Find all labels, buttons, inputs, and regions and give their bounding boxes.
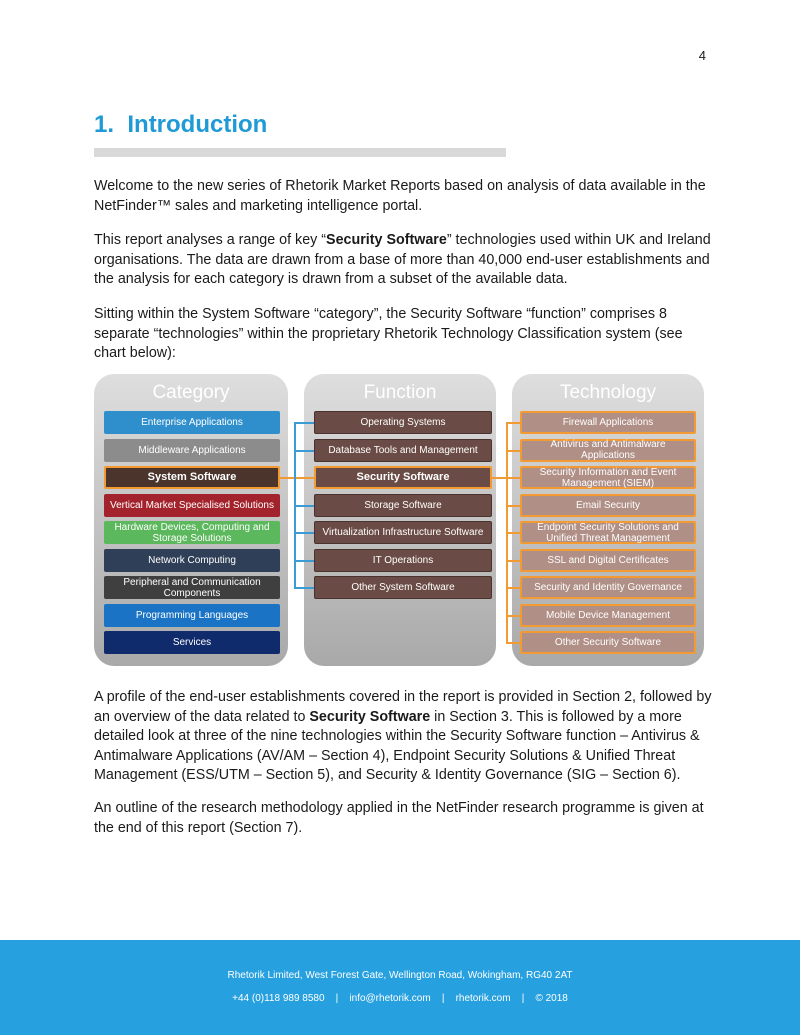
connector-line [294, 505, 314, 507]
connector-line [506, 587, 520, 589]
technology-box: Antivirus and Antimalware Applications [520, 439, 696, 462]
category-panel [94, 374, 288, 666]
connector-line [294, 587, 314, 589]
section-title-text: Introduction [127, 111, 268, 138]
footer [0, 940, 800, 1035]
text-span: This report analyses a range of key “ [94, 232, 327, 248]
function-panel [304, 374, 496, 666]
connector-line [506, 450, 520, 452]
function-box: Security Software [314, 466, 492, 489]
technology-box: Email Security [520, 494, 696, 517]
footer-separator: | [441, 993, 445, 1004]
category-box: Middleware Applications [104, 439, 280, 462]
connector-line [506, 560, 520, 562]
title-rule [94, 148, 506, 157]
connector-line [506, 477, 520, 479]
connector-line [506, 422, 520, 424]
technology-box: Security and Identity Governance [520, 576, 696, 599]
footer-email-link[interactable]: info@rhetorik.com [349, 993, 431, 1004]
function-box: Virtualization Infrastructure Software [314, 521, 492, 544]
section-title [94, 111, 267, 139]
footer-address: Rhetorik Limited, West Forest Gate, Wellington Road, Wokingham, RG40 2AT [227, 970, 573, 981]
function-box: Other System Software [314, 576, 492, 599]
bold-term: Security Software [309, 708, 431, 725]
category-box: Programming Languages [104, 604, 280, 627]
category-title: Category [152, 382, 230, 403]
function-box: IT Operations [314, 549, 492, 572]
connector-line [506, 505, 520, 507]
connector-line [294, 560, 314, 562]
connector-line [506, 532, 520, 534]
function-box: Operating Systems [314, 411, 492, 434]
connector-line [506, 642, 520, 644]
paragraph-methodology: An outline of the research methodology applied in the NetFinder research programme is given at the end of this report (Section 7). [94, 800, 704, 836]
paragraph-scope [94, 231, 714, 290]
text-span: in Section 3. This is followed by a more detailed look at three of the nine technologies within the Security Software function – Antivirus & Antimalware Applications (AV/AM – Section 4), Endpoint Security Solutions & Unified Threat Management (ESS/UTM – Section 5), and Security & Identity Governance (SIG – Section 6). [94, 708, 700, 783]
technology-box: Other Security Software [520, 631, 696, 654]
connector-line [280, 477, 314, 479]
footer-contacts [0, 993, 800, 1004]
footer-website-link[interactable]: rhetorik.com [455, 993, 511, 1004]
technology-box: Security Information and Event Management (SIEM) [520, 466, 696, 489]
connector-line [506, 615, 520, 617]
technology-panel [512, 374, 704, 666]
category-box: Peripheral and Communication Components [104, 576, 280, 599]
technology-title: Technology [559, 382, 657, 403]
connector-line [294, 532, 314, 534]
category-box: Vertical Market Specialised Solutions [104, 494, 280, 517]
technology-box: Endpoint Security Solutions and Unified Threat Management [520, 521, 696, 544]
footer-separator: | [335, 993, 339, 1004]
category-box: Enterprise Applications [104, 411, 280, 434]
category-box: Network Computing [104, 549, 280, 572]
connector-line [294, 422, 314, 424]
function-box: Storage Software [314, 494, 492, 517]
connector-line [492, 477, 506, 479]
text-span: ” technologies used within UK and Ireland organisations. The data are drawn from a base of more than 40,000 end-user establishments and the analysis for each category is drawn from a subset of the available data. [94, 232, 711, 287]
footer-separator: | [521, 993, 525, 1004]
classification-diagram [94, 374, 706, 668]
footer-phone: +44 (0)118 989 8580 [232, 993, 325, 1004]
technology-box: SSL and Digital Certificates [520, 549, 696, 572]
paragraph-welcome: Welcome to the new series of Rhetorik Market Reports based on analysis of data available in the NetFinder™ sales and marketing intelligence portal. [94, 178, 706, 214]
bold-term: Security Software [326, 232, 447, 248]
function-title: Function [363, 382, 437, 403]
function-box: Database Tools and Management [314, 439, 492, 462]
category-box: System Software [104, 466, 280, 489]
technology-box: Mobile Device Management [520, 604, 696, 627]
section-number: 1. [94, 111, 115, 138]
page-number: 4 [698, 48, 706, 63]
footer-copyright: © 2018 [535, 993, 568, 1004]
category-box: Hardware Devices, Computing and Storage Solutions [104, 521, 280, 544]
technology-box: Firewall Applications [520, 411, 696, 434]
text-span: A profile of the end-user establishments covered in the report is provided in Section 2, followed by an overview of the data related to [94, 689, 712, 725]
category-box: Services [104, 631, 280, 654]
connector-line [294, 450, 314, 452]
paragraph-classification: Sitting within the System Software “category”, the Security Software “function” comprises 8 separate “technologies” within the proprietary Rhetorik Technology Classification system (see chart below): [94, 306, 683, 361]
paragraph-sections [94, 688, 714, 786]
